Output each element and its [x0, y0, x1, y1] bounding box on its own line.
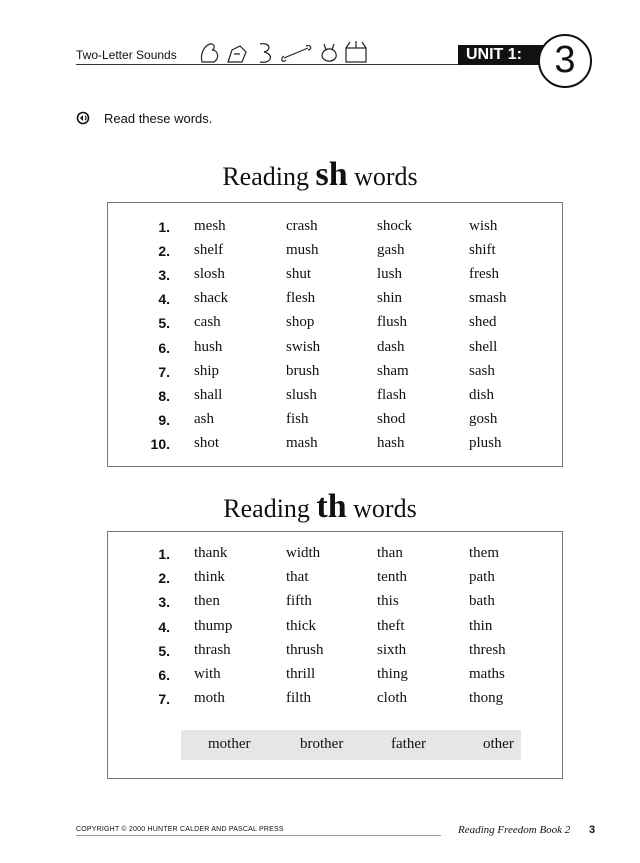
- word: thin: [469, 617, 493, 634]
- row-number: 5.: [158, 642, 170, 659]
- word: shot: [194, 434, 220, 451]
- word-row: [108, 567, 562, 591]
- word: thank: [194, 545, 228, 561]
- word-row: [108, 433, 562, 457]
- word: think: [194, 569, 225, 586]
- word: wish: [469, 218, 498, 234]
- word: mush: [286, 242, 319, 259]
- row-number: 1.: [158, 546, 170, 562]
- instruction-text: Read these words.: [104, 111, 213, 126]
- word: fresh: [469, 266, 499, 283]
- word: thrush: [286, 641, 324, 658]
- word: lush: [377, 266, 403, 283]
- sh-title-focus: sh: [315, 156, 348, 193]
- row-number: 4.: [158, 618, 170, 635]
- row-number: 9.: [158, 411, 170, 428]
- word-row: [108, 409, 562, 433]
- word-row: [108, 543, 562, 567]
- bonus-word: father: [391, 736, 426, 752]
- word: brush: [286, 362, 320, 379]
- word: thong: [469, 690, 504, 707]
- word: filth: [286, 690, 311, 707]
- word-row: [108, 664, 562, 688]
- bonus-word-band: [181, 730, 521, 760]
- row-number: 6.: [158, 339, 170, 356]
- header-section-label: Two-Letter Sounds: [76, 48, 177, 62]
- word: plush: [469, 434, 502, 451]
- word: then: [194, 593, 220, 610]
- word-row: [108, 337, 562, 361]
- word: shall: [194, 386, 223, 403]
- word-row: [108, 385, 562, 409]
- word: swish: [286, 338, 321, 355]
- word-row: [108, 240, 562, 264]
- word-row: [108, 264, 562, 288]
- word: fish: [286, 410, 309, 427]
- word: hush: [194, 338, 223, 355]
- word: thresh: [469, 641, 506, 658]
- word: cloth: [377, 690, 407, 707]
- word: sham: [377, 362, 409, 379]
- word: ship: [194, 362, 220, 379]
- th-title-suffix: words: [353, 494, 417, 523]
- th-title-prefix: Reading: [223, 494, 310, 523]
- word: shin: [377, 290, 403, 307]
- word: thing: [377, 666, 408, 682]
- footer-copyright: COPYRIGHT © 2000 HUNTER CALDER AND PASCAL PRESS: [76, 826, 284, 833]
- word: flash: [377, 386, 407, 403]
- word-row: [108, 688, 562, 712]
- footer-page-number: 3: [589, 824, 596, 836]
- row-number: 5.: [158, 315, 170, 332]
- th-section-title: [0, 488, 640, 526]
- row-number: 6.: [158, 667, 170, 683]
- decorative-doodles: [196, 36, 376, 66]
- word: shock: [377, 218, 412, 234]
- unit-badge: UNIT 1:: [458, 45, 546, 65]
- footer-rule: [76, 835, 441, 836]
- row-number: 1.: [158, 219, 170, 235]
- word: hash: [377, 434, 405, 451]
- word: thrash: [194, 641, 231, 658]
- word: dish: [469, 386, 495, 403]
- word: gash: [377, 242, 405, 259]
- word: shift: [469, 242, 496, 259]
- word: shell: [469, 338, 498, 355]
- word: sixth: [377, 641, 407, 658]
- word: bath: [469, 593, 495, 610]
- row-number: 8.: [158, 387, 170, 404]
- word: maths: [469, 666, 505, 682]
- instruction: [76, 111, 212, 126]
- word: sash: [469, 362, 495, 379]
- th-title-focus: th: [316, 488, 347, 525]
- bonus-word: mother: [208, 736, 251, 752]
- sh-section-title: [0, 156, 640, 194]
- word: mash: [286, 434, 318, 451]
- word: fifth: [286, 593, 312, 610]
- word-row: [108, 591, 562, 615]
- sh-title-prefix: Reading: [222, 162, 309, 191]
- word-row: [108, 312, 562, 336]
- word-row: [108, 361, 562, 385]
- word: ash: [194, 410, 214, 427]
- speaker-icon: [76, 111, 90, 125]
- row-number: 10.: [150, 435, 170, 452]
- row-number: 7.: [158, 363, 170, 380]
- word: shelf: [194, 242, 224, 259]
- word: theft: [377, 617, 405, 634]
- word: thrill: [286, 666, 316, 682]
- word: slosh: [194, 266, 225, 283]
- word: thump: [194, 617, 233, 634]
- word: crash: [286, 218, 318, 234]
- row-number: 4.: [158, 291, 170, 308]
- row-number: 3.: [158, 267, 170, 284]
- word: moth: [194, 690, 225, 707]
- word-row: [108, 216, 562, 240]
- word: shut: [286, 266, 312, 283]
- word: smash: [469, 290, 507, 307]
- unit-number-circle: 3: [538, 34, 592, 88]
- word-row: [108, 640, 562, 664]
- sh-word-box: [107, 202, 563, 467]
- word: that: [286, 569, 309, 586]
- word: this: [377, 593, 399, 610]
- word: flush: [377, 314, 407, 331]
- word: shack: [194, 290, 229, 307]
- row-number: 3.: [158, 594, 170, 611]
- sh-title-suffix: words: [354, 162, 418, 191]
- word: dash: [377, 338, 405, 355]
- word: thick: [286, 617, 316, 634]
- bonus-word: other: [483, 736, 514, 752]
- word: them: [469, 545, 499, 561]
- word: than: [377, 545, 403, 561]
- word: tenth: [377, 569, 407, 586]
- word-row: [108, 616, 562, 640]
- row-number: 2.: [158, 243, 170, 260]
- th-word-box: [107, 531, 563, 779]
- word: mesh: [194, 218, 226, 234]
- word: slush: [286, 386, 317, 403]
- row-number: 7.: [158, 691, 170, 708]
- row-number: 2.: [158, 570, 170, 587]
- word: flesh: [286, 290, 316, 307]
- bonus-word: brother: [300, 736, 344, 752]
- word: with: [194, 666, 221, 682]
- word: path: [469, 569, 495, 586]
- word: shop: [286, 314, 315, 331]
- word: shod: [377, 410, 406, 427]
- word: gosh: [469, 410, 498, 427]
- word: width: [286, 545, 321, 561]
- word-row: [108, 288, 562, 312]
- word: shed: [469, 314, 497, 331]
- word: cash: [194, 314, 221, 331]
- footer-book-title: Reading Freedom Book 2: [458, 824, 571, 836]
